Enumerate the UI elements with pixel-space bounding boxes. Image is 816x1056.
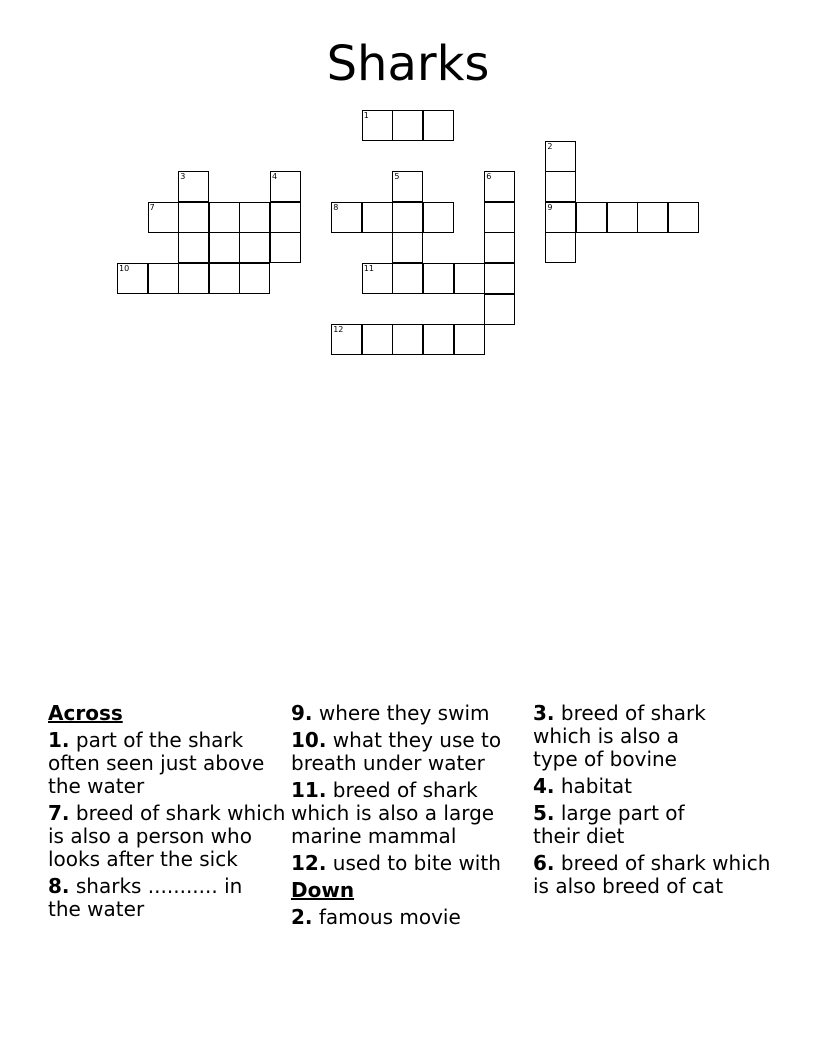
clue-down-4 bbox=[533, 775, 773, 798]
grid-cell[interactable] bbox=[423, 263, 454, 294]
clue-number: 10. bbox=[291, 728, 327, 752]
cell-number: 1 bbox=[363, 111, 369, 120]
cell-number: 10 bbox=[119, 264, 130, 273]
grid-cell[interactable] bbox=[270, 171, 301, 202]
grid-cell[interactable] bbox=[484, 171, 515, 202]
clue-number: 11. bbox=[291, 778, 327, 802]
grid-cell[interactable] bbox=[392, 263, 423, 294]
clues-column-2 bbox=[291, 702, 531, 933]
across-heading: Across bbox=[48, 701, 123, 725]
grid-cell[interactable] bbox=[484, 232, 515, 263]
grid-cell[interactable] bbox=[362, 324, 393, 355]
grid-cell[interactable] bbox=[178, 202, 209, 233]
puzzle-title: Sharks bbox=[326, 36, 490, 92]
clue-text: where they swim bbox=[318, 701, 490, 725]
clue-across-1 bbox=[48, 729, 288, 798]
clue-text: famous movie bbox=[318, 905, 461, 929]
grid-cell[interactable] bbox=[392, 324, 423, 355]
grid-cell[interactable] bbox=[484, 263, 515, 294]
grid-cell[interactable] bbox=[362, 263, 393, 294]
clue-text: breed of shark which is also a person who looks after the sick bbox=[48, 801, 286, 871]
grid-cell[interactable] bbox=[484, 294, 515, 325]
crossword-grid bbox=[0, 0, 816, 400]
clue-number: 7. bbox=[48, 801, 70, 825]
grid-cell[interactable] bbox=[668, 202, 699, 233]
clue-text: breed of shark which is also a large marine mammal bbox=[291, 778, 495, 848]
grid-cell[interactable] bbox=[545, 141, 576, 172]
grid-cell[interactable] bbox=[392, 202, 423, 233]
clue-down-3 bbox=[533, 702, 728, 771]
grid-cell[interactable] bbox=[423, 324, 454, 355]
grid-cell[interactable] bbox=[454, 324, 485, 355]
grid-cell[interactable] bbox=[178, 171, 209, 202]
clue-number: 5. bbox=[533, 801, 555, 825]
grid-cell[interactable] bbox=[545, 232, 576, 263]
grid-cell[interactable] bbox=[117, 263, 148, 294]
grid-cell[interactable] bbox=[270, 202, 301, 233]
clue-number: 4. bbox=[533, 774, 555, 798]
grid-cell[interactable] bbox=[148, 202, 179, 233]
clue-across-11 bbox=[291, 779, 531, 848]
cell-number: 5 bbox=[394, 172, 400, 182]
grid-cell[interactable] bbox=[239, 263, 270, 294]
clue-text: breed of shark which is also a type of bovine bbox=[533, 701, 706, 771]
clue-text: part of the shark often seen just above the water bbox=[48, 728, 265, 798]
clue-across-12 bbox=[291, 852, 531, 875]
cell-number: 7 bbox=[149, 202, 155, 212]
cell-number: 8 bbox=[333, 202, 339, 212]
grid-cell[interactable] bbox=[392, 232, 423, 263]
down-heading: Down bbox=[291, 878, 355, 902]
clue-down-6 bbox=[533, 852, 773, 898]
cell-number: 2 bbox=[547, 141, 553, 151]
grid-cell[interactable] bbox=[545, 202, 576, 233]
clue-text: large part of their diet bbox=[533, 801, 685, 848]
cell-number: 12 bbox=[333, 325, 344, 335]
clue-across-7 bbox=[48, 802, 288, 871]
clue-text: breed of shark which is also breed of cat bbox=[533, 851, 771, 898]
grid-cell[interactable] bbox=[545, 171, 576, 202]
clue-down-5 bbox=[533, 802, 703, 848]
cell-number: 4 bbox=[272, 172, 278, 182]
clue-text: used to bite with bbox=[332, 851, 501, 875]
clue-number: 2. bbox=[291, 905, 313, 929]
cell-number: 3 bbox=[180, 172, 186, 182]
grid-cell[interactable] bbox=[331, 202, 362, 233]
clues-column-3 bbox=[533, 702, 773, 902]
grid-cell[interactable] bbox=[331, 324, 362, 355]
grid-cell[interactable] bbox=[362, 202, 393, 233]
clue-number: 3. bbox=[533, 701, 555, 725]
grid-cell[interactable] bbox=[178, 263, 209, 294]
cell-number: 11 bbox=[363, 264, 374, 273]
grid-cell[interactable] bbox=[392, 110, 423, 141]
clue-text: sharks ........... in the water bbox=[48, 874, 243, 921]
clue-number: 6. bbox=[533, 851, 555, 875]
clue-across-9 bbox=[291, 702, 531, 725]
grid-cell[interactable] bbox=[454, 263, 485, 294]
clues-column-1 bbox=[48, 702, 288, 925]
grid-cell[interactable] bbox=[423, 110, 454, 141]
grid-cell[interactable] bbox=[607, 202, 638, 233]
grid-cell[interactable] bbox=[576, 202, 607, 233]
grid-cell[interactable] bbox=[239, 202, 270, 233]
clue-text: what they use to breath under water bbox=[291, 728, 502, 775]
grid-cell[interactable] bbox=[178, 232, 209, 263]
clue-number: 8. bbox=[48, 874, 70, 898]
clue-text: habitat bbox=[560, 774, 632, 798]
grid-cell[interactable] bbox=[423, 202, 454, 233]
clue-number: 1. bbox=[48, 728, 70, 752]
clue-number: 12. bbox=[291, 851, 327, 875]
cell-number: 9 bbox=[547, 202, 553, 212]
grid-cell[interactable] bbox=[484, 202, 515, 233]
grid-cell[interactable] bbox=[270, 232, 301, 263]
grid-cell[interactable] bbox=[239, 232, 270, 263]
grid-cell[interactable] bbox=[637, 202, 668, 233]
clue-across-8 bbox=[48, 875, 248, 921]
clue-down-2 bbox=[291, 906, 531, 929]
clue-number: 9. bbox=[291, 701, 313, 725]
grid-cell[interactable] bbox=[392, 171, 423, 202]
grid-cell[interactable] bbox=[362, 110, 393, 141]
grid-cell[interactable] bbox=[148, 263, 179, 294]
grid-cell[interactable] bbox=[209, 263, 240, 294]
grid-cell[interactable] bbox=[209, 202, 240, 233]
cell-number: 6 bbox=[486, 172, 492, 182]
grid-cell[interactable] bbox=[209, 232, 240, 263]
clue-across-10 bbox=[291, 729, 531, 775]
